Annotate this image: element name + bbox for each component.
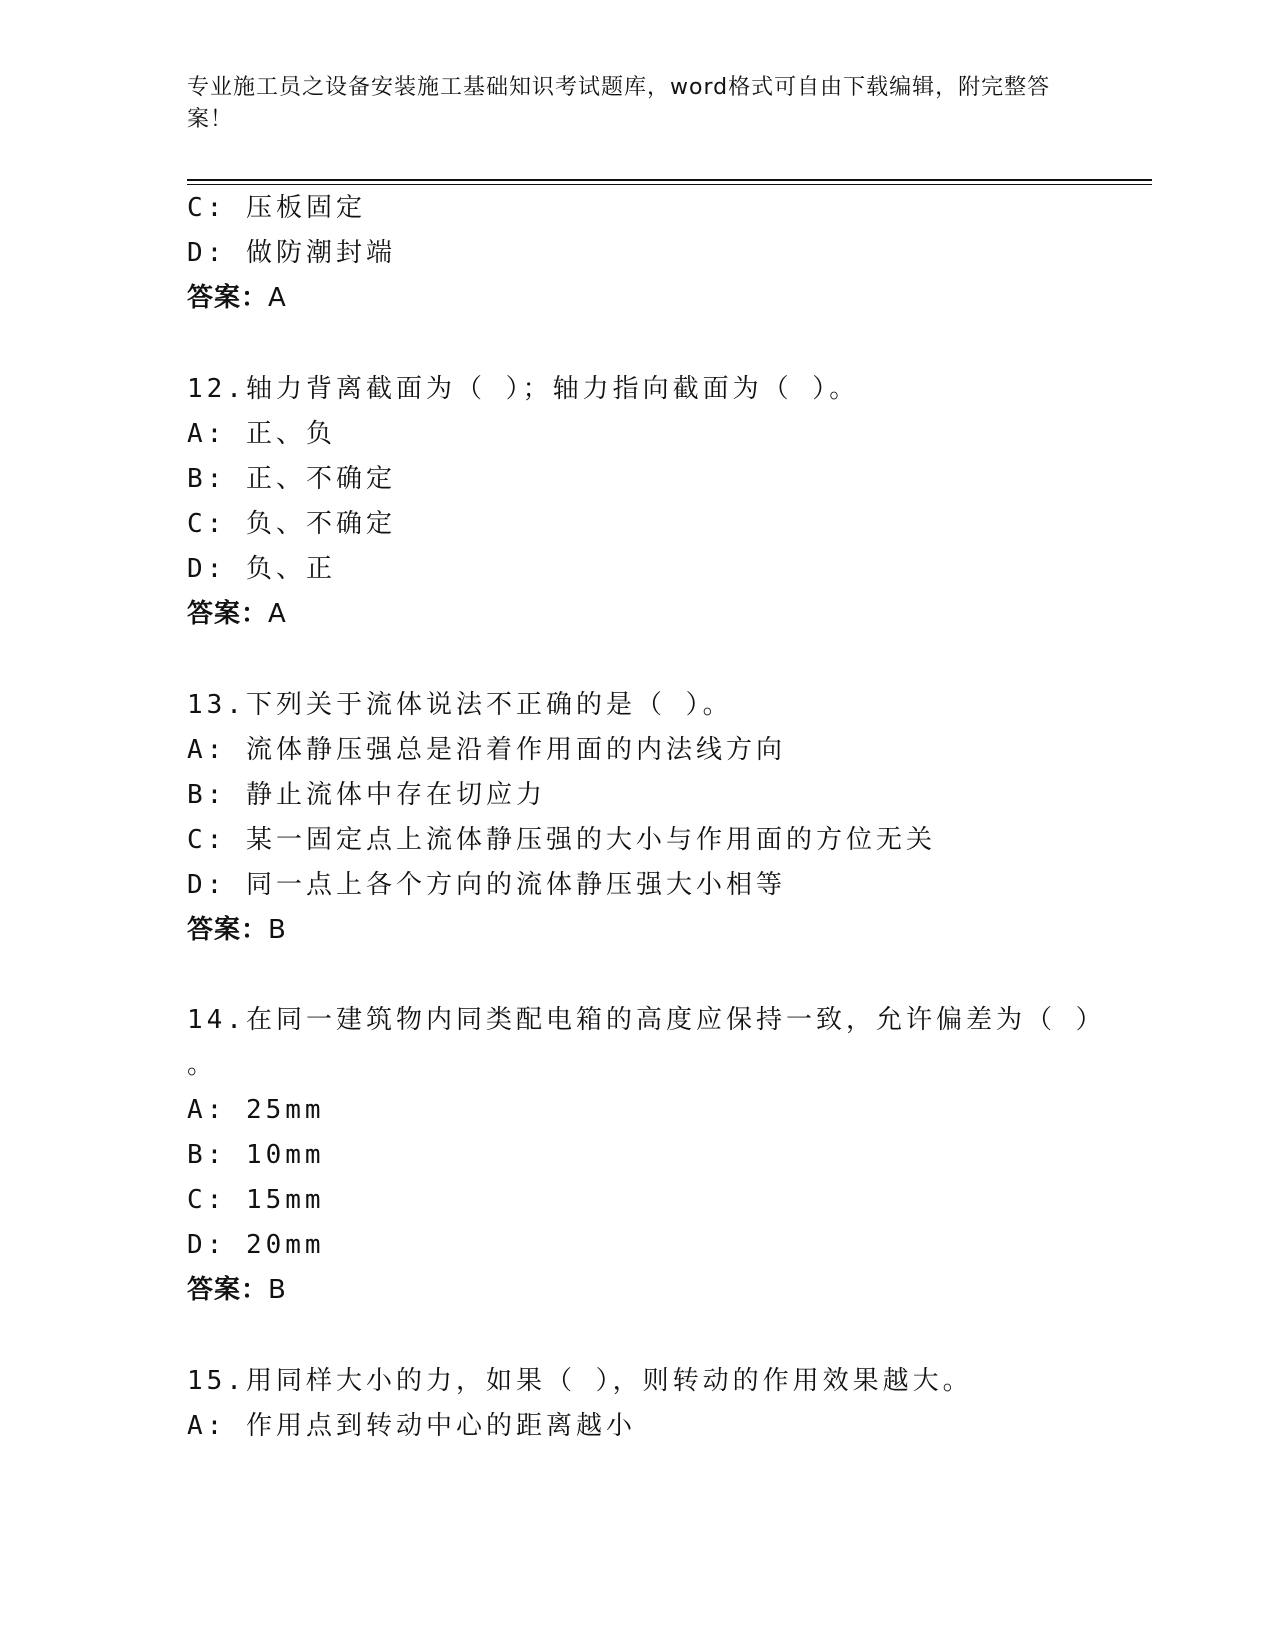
option-d: D: 20mm [187,1230,325,1260]
header-rule-thick [187,179,1152,181]
question-stem: 12.轴力背离截面为（ ）；轴力指向截面为（ ）。 [187,374,860,404]
answer-value: A [268,599,287,629]
answer-value: B [268,1275,287,1305]
option-a: A: 正、负 [187,419,336,449]
answer-label: 答案： [187,599,269,629]
option-a: A: 25mm [187,1095,325,1125]
option-c: C: 某一固定点上流体静压强的大小与作用面的方位无关 [187,825,936,855]
question-stem: 15.用同样大小的力，如果（ ），则转动的作用效果越大。 [187,1366,973,1396]
option-b: B: 10mm [187,1140,325,1170]
answer-label: 答案： [187,1275,269,1305]
option-b: B: 正、不确定 [187,464,396,494]
option-a: A: 流体静压强总是沿着作用面的内法线方向 [187,735,786,765]
option-d: D: 负、正 [187,554,336,584]
question-stem: 13.下列关于流体说法不正确的是（ ）。 [187,690,733,720]
option-a: A: 作用点到转动中心的距离越小 [187,1411,636,1441]
question-stem: 14.在同一建筑物内同类配电箱的高度应保持一致，允许偏差为（ ） [187,1005,1106,1035]
answer-label: 答案： [187,283,269,313]
answer-line [187,597,287,631]
answer-line [187,913,287,947]
option-c: C: 15mm [187,1185,325,1215]
option-c: C: 压板固定 [187,193,366,223]
answer-label: 答案： [187,915,269,945]
answer-value: B [268,915,287,945]
option-c: C: 负、不确定 [187,509,396,539]
option-d: D: 做防潮封端 [187,238,396,268]
answer-value: A [268,283,287,313]
option-b: B: 静止流体中存在切应力 [187,780,546,810]
answer-line [187,1273,287,1307]
header-rule-thin [187,184,1152,185]
question-stem-continuation: 。 [187,1050,218,1080]
document-header: 专业施工员之设备安装施工基础知识考试题库，word格式可自由下载编辑，附完整答案！ [187,75,1051,132]
option-d: D: 同一点上各个方向的流体静压强大小相等 [187,870,786,900]
answer-line [187,281,287,315]
